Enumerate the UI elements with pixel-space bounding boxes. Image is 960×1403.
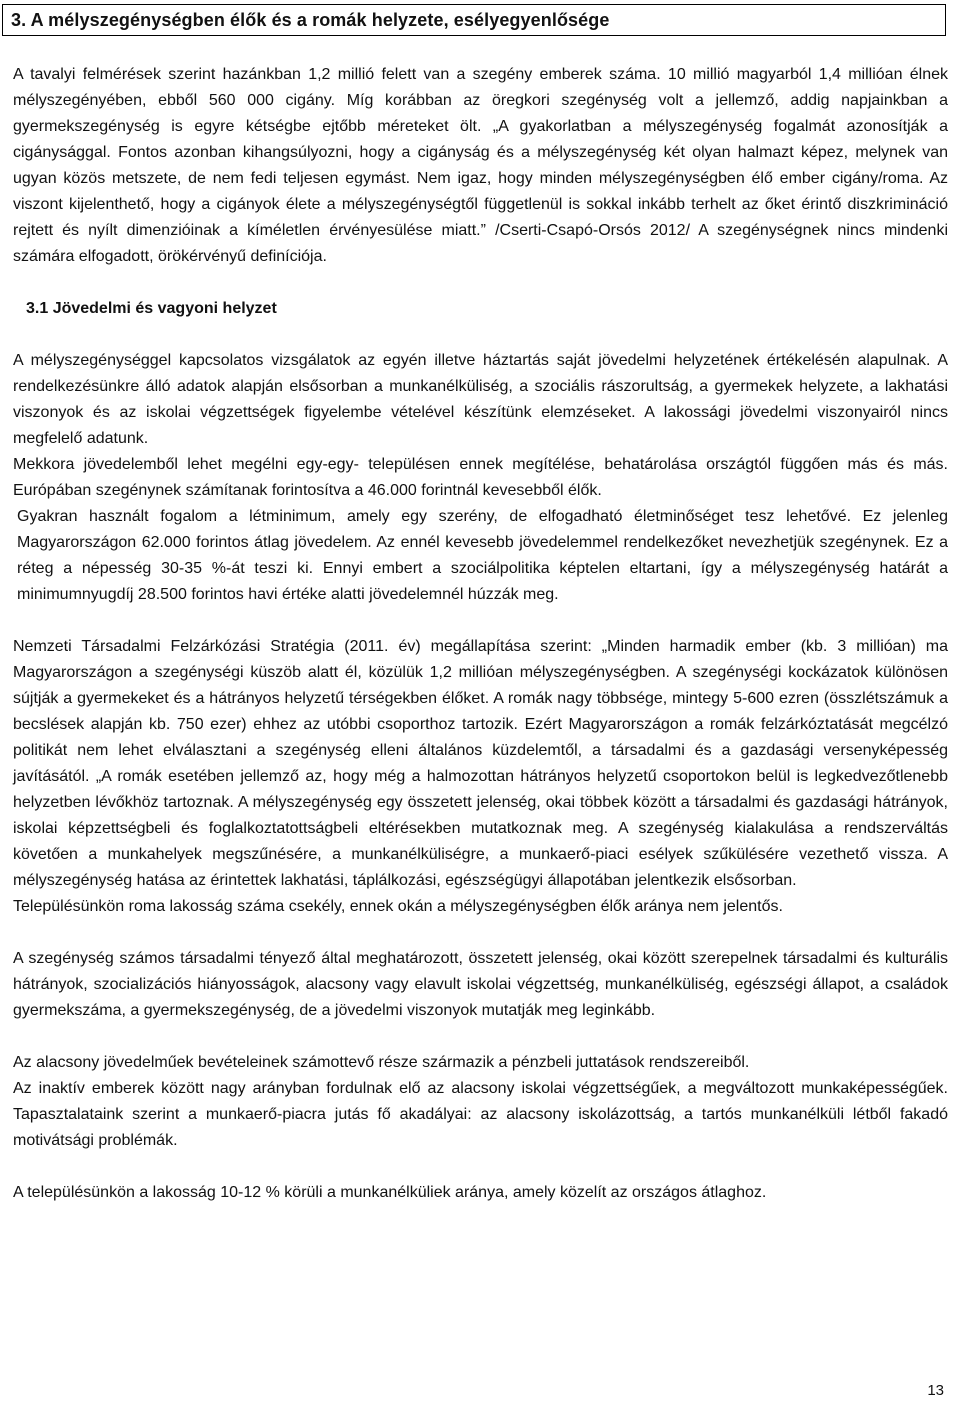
intro-paragraph: A tavalyi felmérések szerint hazánkban 1,2 millió felett van a szegény emberek száma. 10 millió magyarból 1,4 millióan élnek mélyszegényében, ebből 560 000 cigány. Míg korábban az öregkori szegénység volt a jellemző, addig napjainkban a gyermekszegénység is egyre kétségbe ejtőbb méreteket ölt. „A gyakorlatban a mélyszegénység fogalmát azonosítják a cigánysággal. Fontos azonban kihangsúlyozni, hogy a cigányság és a mélyszegénység két olyan halmazt képez, melynek van ugyan közös metszete, de nem fedi teljesen egymást. Nem igaz, hogy minden mélyszegénységben élő ember cigány/roma. Az viszont kijelenthető, hogy a cigányok élete a mélyszegénységtől függetlenül is sokkal inkább terhelt az őket érintő diszkrimináció rejtett és nyílt dimenzióinak a kíméletlen érvényesülése miatt.” /Cserti-Csapó-Orsós 2012/ A szegénységnek nincs mindenki számára elfogadott, örökérvényű definíciója. [13, 66, 948, 265]
page-number: 13 [927, 1382, 944, 1399]
paragraph-unemployment-rate: A településünkön a lakosság 10-12 % körüli a munkanélküliek aránya, amely közelít az országos átlaghoz. [13, 1184, 767, 1201]
paragraph-subsistence-minimum: Gyakran használt fogalom a létminimum, amely egy szerény, de elfogadható életminőséget tesz lehetővé. Ez jelenleg Magyarországon 62.000 forintos átlag jövedelem. Az ennél kevesebb jövedelemmel rendelkezőket nevezhetjük szegénynek. Ez a réteg a népesség 30-35 %-át teszi ki. Ennyi embert a szociálpolitika képtelen eltartani, így a mélyszegénység határát a minimumnyugdíj 28.500 forintos havi értéke alatti jövedelemnél húzzák meg. [17, 508, 948, 603]
document-page [13, 0, 948, 1206]
paragraph-income-threshold: Mekkora jövedelemből lehet megélni egy-egy- településen ennek megítélése, behatárolása országtól függően más és más. Európában szegénynek számítanak forintosítva a 46.000 forintnál kevesebből élők. [13, 456, 948, 499]
section-title: 3. A mélyszegénységben élők és a romák helyzete, esélyegyenlősége [11, 9, 610, 30]
paragraph-income-analysis: A mélyszegénységgel kapcsolatos vizsgálatok az egyén illetve háztartás saját jövedelmi helyzetének értékelésén alapulnak. A rendelkezésünkre álló adatok alapján elsősorban a munkanélküliség, a szociális rászorultság, a gyermekek helyzete, a lakhatási viszonyok és az iskolai végzettségek figyelembe vételével készítünk elemzéseket. A lakossági jövedelmi viszonyairól nincs megfelelő adatunk. [13, 352, 948, 447]
paragraph-national-strategy: Nemzeti Társadalmi Felzárkózási Stratégia (2011. év) megállapítása szerint: „Minden harmadik ember (kb. 3 millióan) ma Magyarországon a szegénységi küszöb alatt él, közülük 1,2 millióan mélyszegénységben. A szegénységi kockázatok különösen sújtják a gyermekeket és a hátrányos helyzetű térségekben élőket. A romák nagy többsége, mintegy 5-600 ezren (összlétszámuk a becslések alapján kb. 750 ezer) ehhez az utóbbi csoporthoz tartozik. Ezért Magyarországon a romák felzárkóztatását megcélzó politikát nem lehet elválasztani a szegénység elleni általános küzdelemtől, a társadalmi és a gazdasági versenyképesség javításától. „A romák esetében jellemző az, hogy még a halmozottan hátrányos helyzetű csoportokon belül is legkedvezőtlenebb helyzetben lévőkhöz tartoznak. A mélyszegénység egy összetett jelenség, okai többek között a társadalmi és gazdasági hátrányok, iskolai képzettségbeli és foglalkoztatottságbeli eltérésekben mutatkoznak meg. A szegénység kialakulása a rendszerváltás követően a munkahelyek megszűnésére, a munkanélküliségre, a munkaerő-piaci esélyek szűkülésére vezethető vissza. A mélyszegénység hatása az érintettek lakhatási, táplálkozási, egészségügyi állapotában jelentkezik elsősorban. [13, 638, 948, 889]
paragraph-inactive-people: Az inaktív emberek között nagy arányban fordulnak elő az alacsony iskolai végzettségűek, a megváltozott munkaképességűek. Tapasztalataink szerint a munkaerő-piacra jutás fő akadályai: az alacsony iskolázottság, a tartós munkanélküli létből fakadó motivátsági problémák. [13, 1080, 948, 1149]
paragraph-low-income-benefits: Az alacsony jövedelműek bevételeinek számottevő része származik a pénzbeli juttatások rendszereiből. [13, 1054, 750, 1071]
spacer [13, 1024, 948, 1050]
spacer [13, 322, 948, 348]
spacer [13, 608, 948, 634]
paragraph-poverty-factors: A szegénység számos társadalmi tényező által meghatározott, összetett jelenség, okai között szerepelnek társadalmi és kulturális hátrányok, szocializációs hiányosságok, alacsony vagy elavult iskolai végzettség, munkanélküliség, egészségi állapot, a családok gyermekszáma, a gyermekszegénység, de a jövedelmi viszonyok mutatják meg leginkább. [13, 950, 948, 1019]
subsection-title: 3.1 Jövedelmi és vagyoni helyzet [26, 300, 277, 317]
spacer [13, 1154, 948, 1180]
section-heading-box [2, 4, 946, 36]
spacer [13, 920, 948, 946]
paragraph-local-roma-population: Településünkön roma lakosság száma csekély, ennek okán a mélyszegénységben élők aránya nem jelentős. [13, 898, 783, 915]
